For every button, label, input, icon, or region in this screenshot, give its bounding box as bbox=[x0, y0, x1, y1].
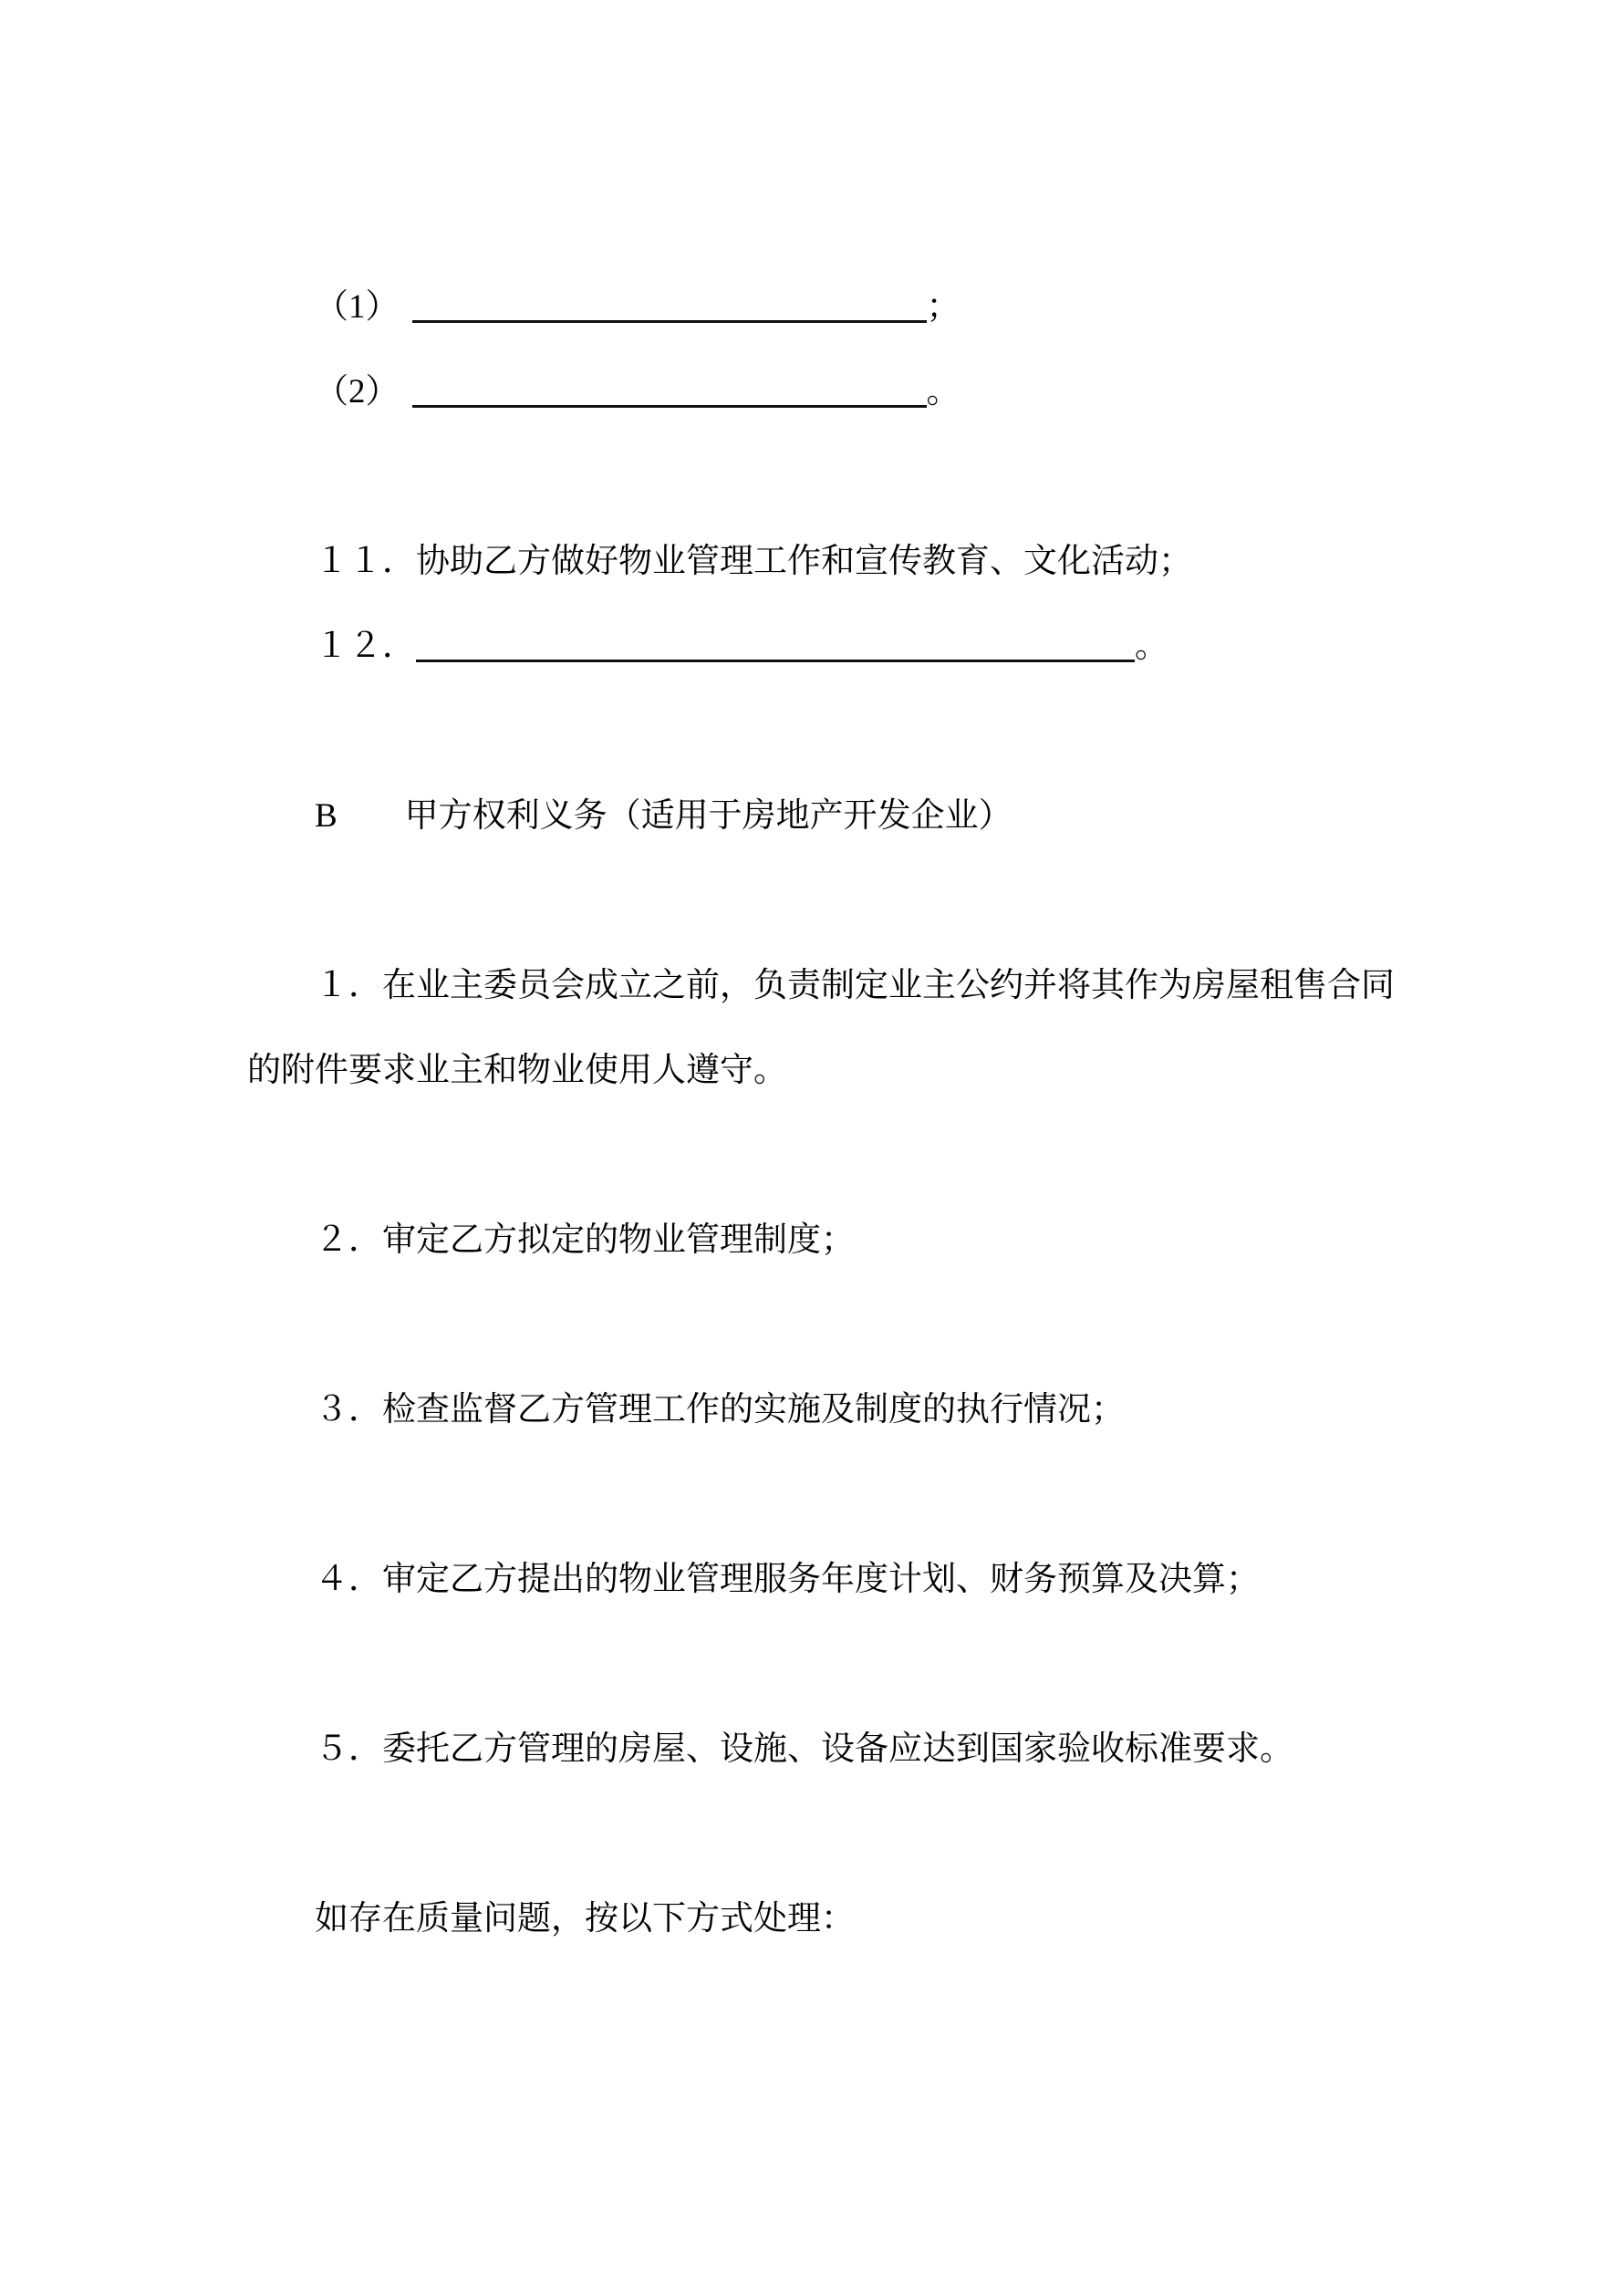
clause-b1-line1-text: １．在业主委员会成立之前，负责制定业主公约并将其作为房屋租售合同 bbox=[315, 967, 1395, 1004]
quality-issue-note-text: 如存在质量问题，按以下方式处理： bbox=[315, 1900, 855, 1938]
clause-b3 bbox=[247, 1367, 1394, 1452]
item-1-label: （1） bbox=[315, 288, 400, 326]
clause-11-text: １１．协助乙方做好物业管理工作和宣传教育、文化活动； bbox=[315, 543, 1192, 580]
section-b-heading bbox=[247, 774, 1394, 858]
fill-in-item-1 bbox=[247, 265, 1394, 349]
section-b-heading-text: B 甲方权利义务（适用于房地产开发企业） bbox=[315, 797, 1012, 835]
clause-b2 bbox=[247, 1198, 1394, 1283]
item-1-blank-underline[interactable] bbox=[412, 293, 927, 323]
item-1-punctuation: ； bbox=[926, 288, 961, 326]
item-2-label: （2） bbox=[315, 373, 400, 410]
clause-12 bbox=[247, 604, 1394, 689]
clause-11 bbox=[247, 519, 1394, 604]
clause-12-label: １２． bbox=[315, 628, 416, 665]
item-2-blank-underline[interactable] bbox=[412, 378, 927, 408]
clause-b1-line2-text: 的附件要求业主和物业使用人遵守。 bbox=[247, 1052, 787, 1089]
fill-in-item-2 bbox=[247, 349, 1394, 434]
clause-b4 bbox=[247, 1537, 1394, 1622]
clause-b3-text: ３．检查监督乙方管理工作的实施及制度的执行情况； bbox=[315, 1391, 1125, 1429]
clause-12-blank-underline[interactable] bbox=[416, 632, 1135, 662]
item-2-punctuation: 。 bbox=[926, 373, 961, 410]
clause-b5 bbox=[247, 1707, 1394, 1792]
clause-12-punctuation: 。 bbox=[1135, 628, 1168, 665]
clause-b2-text: ２．审定乙方拟定的物业管理制度； bbox=[315, 1221, 855, 1259]
clause-b5-text: ５．委托乙方管理的房屋、设施、设备应达到国家验收标准要求。 bbox=[315, 1730, 1293, 1768]
clause-b1-line2 bbox=[247, 1028, 1394, 1113]
quality-issue-note bbox=[247, 1876, 1394, 1961]
clause-b1-line1 bbox=[247, 943, 1394, 1028]
clause-b4-text: ４．审定乙方提出的物业管理服务年度计划、财务预算及决算； bbox=[315, 1561, 1260, 1598]
